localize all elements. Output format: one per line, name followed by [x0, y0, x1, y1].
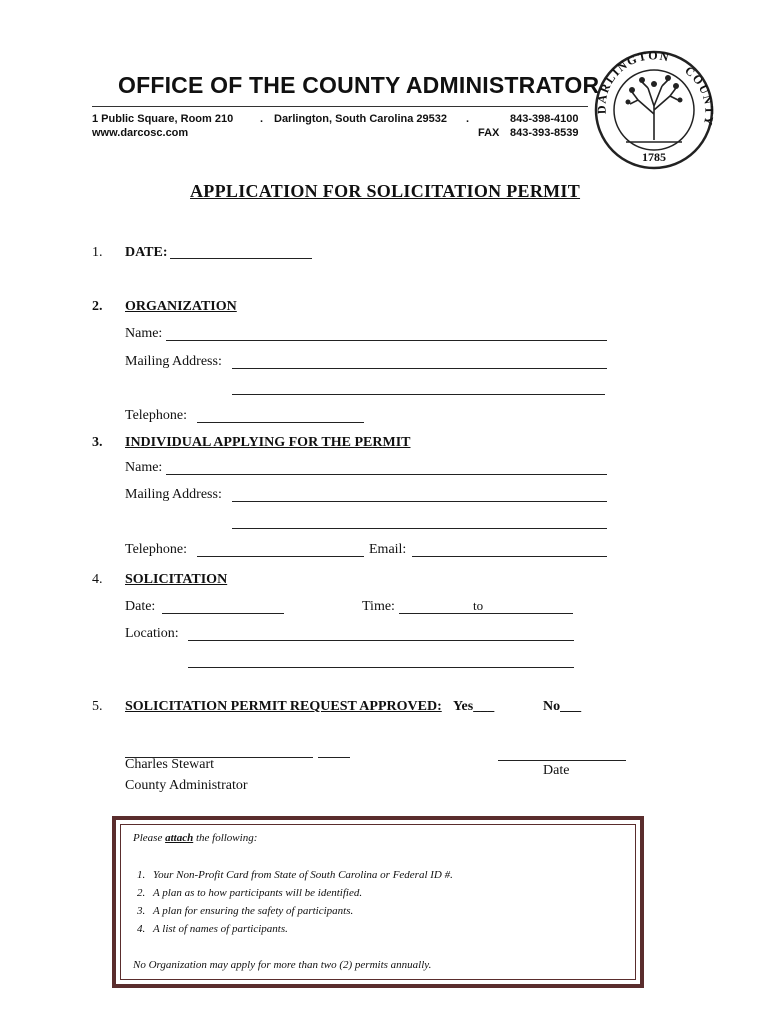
org-mailing-field-line2[interactable]: [232, 394, 605, 395]
org-mailing-label: Mailing Address:: [125, 354, 222, 369]
ind-telephone-label: Telephone:: [125, 542, 187, 557]
attach-intro: [133, 832, 257, 844]
org-mailing-field[interactable]: [232, 368, 607, 369]
org-name-field[interactable]: [166, 340, 607, 341]
signature-date-label: Date: [543, 763, 570, 778]
sol-time-field[interactable]: [399, 613, 573, 614]
item-number-4: 4.: [92, 572, 103, 587]
solicitation-heading: SOLICITATION: [125, 572, 228, 587]
attach-item-num-2: 2.: [137, 887, 146, 899]
ind-telephone-field[interactable]: [197, 556, 364, 557]
item-number-2: 2.: [92, 299, 103, 314]
attach-item-3: A plan for ensuring the safety of participants.: [153, 905, 354, 917]
org-name-label: Name:: [125, 326, 163, 341]
ind-mailing-field[interactable]: [232, 501, 607, 502]
org-telephone-field[interactable]: [197, 422, 364, 423]
attach-emphasis: attach: [165, 832, 194, 844]
attach-item-num-4: 4.: [137, 923, 146, 935]
attach-item-num-1: 1.: [137, 869, 146, 881]
signer-name: Charles Stewart: [125, 757, 215, 772]
county-seal-logo: [592, 48, 716, 172]
office-fax: 843-393-8539: [510, 127, 579, 139]
svg-text:COUNTY: [682, 63, 716, 128]
seal-text-top: DARLINGTON: [594, 48, 672, 115]
sol-location-field-line2[interactable]: [188, 667, 574, 668]
item-number-1: 1.: [92, 245, 103, 260]
time-to-label: to: [473, 598, 484, 613]
seal-year: 1785: [642, 150, 666, 164]
org-telephone-label: Telephone:: [125, 408, 187, 423]
attach-item-1: Your Non-Profit Card from State of South Carolina or Federal ID #.: [153, 869, 453, 881]
attach-intro-pre: Please: [133, 832, 166, 844]
date-field[interactable]: [170, 258, 312, 259]
office-title: OFFICE OF THE COUNTY ADMINISTRATOR: [118, 72, 600, 98]
office-phone: 843-398-4100: [510, 113, 579, 125]
approval-label: SOLICITATION PERMIT REQUEST APPROVED:: [125, 699, 442, 714]
signer-title: County Administrator: [125, 778, 248, 793]
organization-heading: ORGANIZATION: [125, 299, 237, 314]
approval-yes[interactable]: Yes___: [453, 699, 495, 714]
date-label: DATE:: [125, 245, 168, 260]
address-separator: .: [260, 113, 264, 125]
fax-label: FAX: [478, 127, 500, 139]
ind-email-field[interactable]: [412, 556, 607, 557]
attach-item-num-3: 3.: [137, 905, 146, 917]
item-number-3: 3.: [92, 435, 103, 450]
office-address: 1 Public Square, Room 210: [92, 113, 234, 125]
office-website: www.darcosc.com: [92, 127, 189, 139]
sol-location-label: Location:: [125, 626, 179, 641]
ind-name-label: Name:: [125, 460, 163, 475]
item-number-5: 5.: [92, 699, 103, 714]
tree-icon: [630, 80, 678, 140]
sol-date-label: Date:: [125, 599, 156, 614]
ind-email-label: Email:: [369, 542, 407, 557]
approval-no[interactable]: No___: [543, 699, 582, 714]
sol-location-field[interactable]: [188, 640, 574, 641]
signature-date-field[interactable]: [498, 760, 626, 761]
sol-time-label: Time:: [362, 599, 395, 614]
signature-line-tail: [318, 757, 350, 758]
attach-intro-post: the following:: [193, 832, 258, 844]
sol-date-field[interactable]: [162, 613, 284, 614]
attach-item-4: A list of names of participants.: [153, 923, 288, 935]
form-title: APPLICATION FOR SOLICITATION PERMIT: [190, 181, 581, 201]
attach-note: No Organization may apply for more than two (2) permits annually.: [133, 959, 432, 971]
attachment-box-inner: [120, 824, 636, 980]
office-city: Darlington, South Carolina 29532: [274, 113, 447, 125]
header-divider: [92, 106, 588, 107]
attach-item-2: A plan as to how participants will be identified.: [153, 887, 363, 899]
ind-mailing-field-line2[interactable]: [232, 528, 607, 529]
ind-name-field[interactable]: [166, 474, 607, 475]
ind-mailing-label: Mailing Address:: [125, 487, 222, 502]
individual-heading: INDIVIDUAL APPLYING FOR THE PERMIT: [125, 435, 411, 450]
address-separator-2: .: [466, 113, 470, 125]
seal-text-right: COUNTY: [682, 63, 716, 128]
